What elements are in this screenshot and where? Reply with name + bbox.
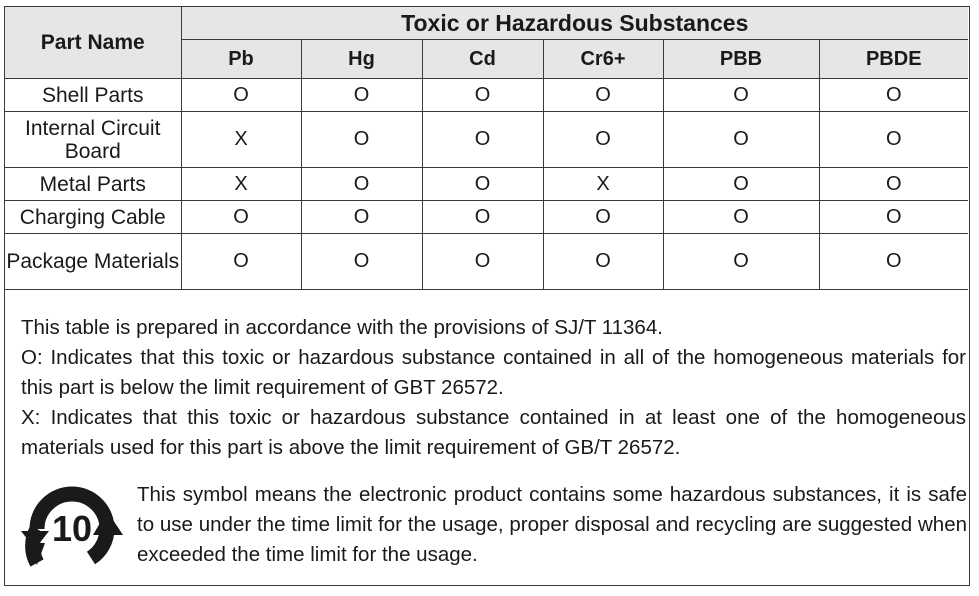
substances-group-header: Toxic or Hazardous Substances [181, 7, 968, 40]
part-name-cell: Package Materials [5, 234, 181, 290]
table-row [5, 79, 968, 112]
substance-mark-cell: O [301, 168, 422, 201]
substance-mark-cell: O [181, 79, 301, 112]
substance-mark-cell: O [819, 112, 968, 168]
substance-mark-cell: O [422, 201, 543, 234]
substance-mark-cell: O [543, 201, 663, 234]
table-row [5, 112, 968, 168]
substance-mark-cell: O [663, 234, 819, 290]
substance-mark-cell: O [422, 79, 543, 112]
substance-mark-cell: O [543, 234, 663, 290]
part-name-cell: Metal Parts [5, 168, 181, 201]
substance-header: PBB [663, 40, 819, 79]
table-row [5, 168, 968, 201]
rohs-declaration-frame [4, 6, 970, 586]
substance-mark-cell: O [663, 168, 819, 201]
part-name-header: Part Name [5, 7, 181, 79]
substance-mark-cell: O [301, 79, 422, 112]
efup-years-number: 10 [51, 508, 93, 549]
substance-mark-cell: O [301, 234, 422, 290]
substance-mark-cell: O [301, 112, 422, 168]
substance-header: Hg [301, 40, 422, 79]
substance-mark-cell: O [181, 234, 301, 290]
part-name-cell: Shell Parts [5, 79, 181, 112]
table-row [5, 201, 968, 234]
substance-mark-cell: O [663, 79, 819, 112]
symbol-explanation-text: This symbol means the electronic product contains some hazardous substances, it is safe to use under the time limit for the usage, proper disposal and recycling are suggested when exceeded the time limit for the usage. [137, 483, 967, 566]
substance-mark-cell: O [819, 168, 968, 201]
table-row [5, 234, 968, 290]
efup-symbol-block [17, 477, 967, 577]
substance-mark-cell: O [819, 234, 968, 290]
substance-mark-cell: O [422, 234, 543, 290]
substance-mark-cell: O [663, 201, 819, 234]
substance-header: PBDE [819, 40, 968, 79]
notes-section [21, 313, 966, 463]
o-definition-note: O: Indicates that this toxic or hazardous substance contained in all of the homogeneous materials for this part is below the limit requirement of GBT 26572. [21, 346, 966, 399]
substance-mark-cell: O [663, 112, 819, 168]
substance-mark-cell: O [301, 201, 422, 234]
substance-mark-cell: O [543, 112, 663, 168]
x-definition-note: X: Indicates that this toxic or hazardous substance contained in at least one of the homogeneous materials used for this part is above the limit requirement of GB/T 26572. [21, 406, 966, 459]
substance-mark-cell: X [181, 168, 301, 201]
substance-header: Pb [181, 40, 301, 79]
substance-mark-cell: O [422, 112, 543, 168]
substance-mark-cell: O [819, 79, 968, 112]
substance-mark-cell: X [543, 168, 663, 201]
part-name-cell: Internal Circuit Board [5, 112, 181, 168]
substance-header: Cd [422, 40, 543, 79]
part-name-cell: Charging Cable [5, 201, 181, 234]
substance-header: Cr6+ [543, 40, 663, 79]
substance-mark-cell: O [543, 79, 663, 112]
efup-10-years-icon [21, 483, 123, 571]
hazardous-substances-table [5, 7, 968, 290]
substance-mark-cell: O [422, 168, 543, 201]
substance-mark-cell: O [181, 201, 301, 234]
standard-note: This table is prepared in accordance with the provisions of SJ/T 11364. [21, 316, 663, 339]
substance-mark-cell: X [181, 112, 301, 168]
substance-mark-cell: O [819, 201, 968, 234]
